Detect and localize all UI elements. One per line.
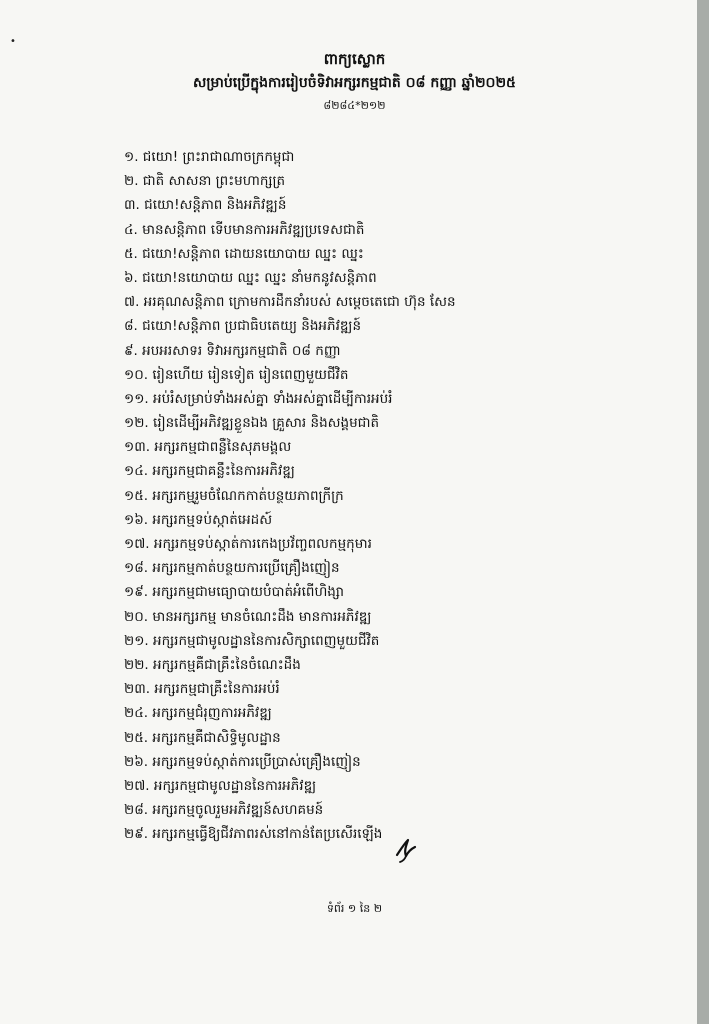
slogan-item: ១៨. អក្សរកម្មកាត់បន្ថយការប្រើគ្រឿងញៀន — [124, 560, 340, 577]
slogan-item: ១៥. អក្សរកម្មរួមចំណែកកាត់បន្ថយភាពក្រីក្រ — [124, 487, 344, 504]
handwritten-signature — [394, 836, 418, 864]
slogan-item: ២៨. អក្សរកម្មចូលរួមអភិវឌ្ឍន៍សហគមន៍ — [124, 802, 324, 819]
slogan-item: ១៩. អក្សរកម្មជាមធ្យោបាយបំបាត់អំពើហិង្សា — [124, 584, 344, 601]
slogan-item: ១៤. អក្សរកម្មជាគន្លឹះនៃការអភិវឌ្ឍ — [124, 463, 295, 480]
slogan-item: ២៩. អក្សរកម្មធ្វើឱ្យជីវភាពរស់នៅកាន់តែប្រសើរឡើង — [124, 826, 383, 843]
slogan-item: ២០. មានអក្សរកម្ម មានចំណេះដឹង មានការអភិវឌ្ឍ — [124, 608, 372, 625]
slogan-item: ១៧. អក្សរកម្មទប់ស្កាត់ការកេងប្រវ័ញ្ចពលកម្មកុមារ — [124, 536, 372, 552]
slogan-item: ៧. អរគុណសន្តិភាព ក្រោមការដឹកនាំរបស់ សម្ដេចតេជោ ហ៊ុន សែន — [124, 294, 456, 311]
slogan-item: ៣. ជយោ!សន្តិភាព និងអភិវឌ្ឍន៍ — [124, 197, 287, 214]
slogan-item: ១៣. អក្សរកម្មជាពន្លឺនៃសុភមង្គល — [124, 439, 292, 456]
slogan-item: ២៣. អក្សរកម្មជាគ្រឹះនៃការអប់រំ — [124, 681, 280, 698]
reference-number: ៨២៨៤*២១២ — [323, 99, 386, 112]
slogan-item: ១. ជយោ! ព្រះរាជាណាចក្រកម្ពុជា — [124, 149, 295, 165]
slogan-item: ១៦. អក្សរកម្មទប់ស្កាត់អេដស៍ — [124, 511, 273, 528]
slogan-item: ២៦. អក្សរកម្មទប់ស្កាត់ការប្រើប្រាស់គ្រឿងញៀន — [124, 753, 361, 770]
slogan-item: ២២. អក្សរកម្មគឺជាគ្រឹះនៃចំណេះដឹង — [124, 656, 301, 673]
slogan-item: ១២. រៀនដើម្បីអភិវឌ្ឍខ្លួនឯង គ្រួសារ និងសង្គមជាតិ — [124, 415, 380, 432]
slogan-list — [124, 145, 644, 846]
slogan-item: ២៥. អក្សរកម្មគឺជាសិទ្ធិមូលដ្ឋាន — [124, 729, 281, 746]
slogan-item: ៨. ជយោ!សន្តិភាព ប្រជាធិបតេយ្យ និងអភិវឌ្ឍន៍ — [124, 318, 362, 335]
slogan-item: ១១. អប់រំសម្រាប់ទាំងអស់គ្នា ទាំងអស់គ្នាដើម្បីការអប់រំ — [124, 390, 393, 407]
page-number: ទំព័រ ១ នៃ ២ — [326, 902, 383, 915]
slogan-item: ២៤. អក្សរកម្មជំរុញការអភិវឌ្ឍ — [124, 705, 272, 722]
slogan-item: ២៧. អក្សរកម្មជាមូលដ្ឋាននៃការអភិវឌ្ឍ — [124, 777, 317, 794]
slogan-item: ១០. រៀនហើយ រៀនទៀត រៀនពេញមួយជីវិត — [124, 366, 349, 383]
corner-mark: • — [10, 36, 16, 47]
slogan-item: ៩. អបអរសាទរ ទិវាអក្សរកម្មជាតិ ០៨ កញ្ញា — [124, 342, 341, 359]
document-title: ពាក្យស្លោក — [323, 50, 386, 68]
slogan-item: ២១. អក្សរកម្មជាមូលដ្ឋាននៃការសិក្សាពេញមួយជីវិត — [124, 632, 380, 649]
document-subtitle: សម្រាប់ប្រើក្នុងការរៀបចំទិវាអក្សរកម្មជាតិ ០៨ កញ្ញា ឆ្នាំ២០២៥ — [193, 75, 516, 91]
slogan-item: ៥. ជយោ!សន្តិភាព ដោយនយោបាយ ឈ្នះ ឈ្នះ — [124, 245, 364, 262]
slogan-item: ២. ជាតិ សាសនា ព្រះមហាក្សត្រ — [124, 173, 286, 190]
slogan-item: ៤. មានសន្តិភាព ទើបមានការអភិវឌ្ឍប្រទេសជាតិ — [124, 221, 365, 238]
slogan-item: ៦. ជយោ!នយោបាយ ឈ្នះ ឈ្នះ នាំមកនូវសន្តិភាព — [124, 269, 377, 286]
